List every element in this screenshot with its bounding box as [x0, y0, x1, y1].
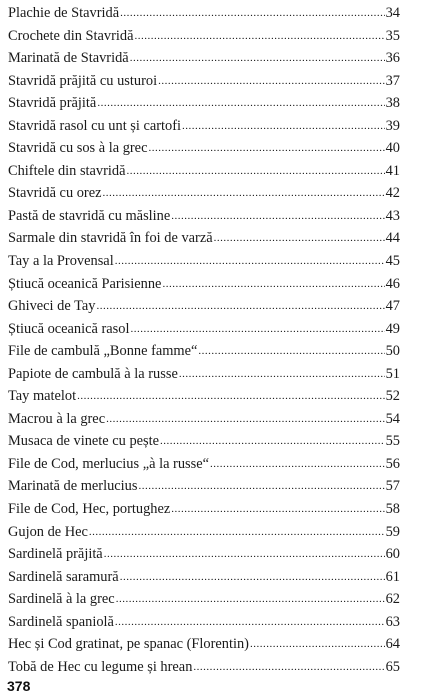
toc-entry [8, 295, 400, 318]
toc-entry-title: Stavridă prăjită cu usturoi [8, 72, 158, 89]
toc-entry-page: 62 [385, 591, 400, 608]
toc-entry [8, 227, 400, 250]
dot-leader [171, 211, 384, 222]
toc-entry [8, 70, 400, 93]
toc-entry [8, 363, 400, 386]
dot-leader [96, 301, 384, 312]
toc-entry-page: 63 [385, 613, 400, 630]
toc-entry-page: 45 [385, 253, 400, 270]
toc-entry [8, 25, 400, 48]
toc-entry-page: 55 [385, 433, 400, 450]
toc-entry [8, 633, 400, 656]
dot-leader [162, 279, 384, 290]
toc-entry [8, 453, 400, 476]
toc-entry-page: 49 [385, 320, 400, 337]
toc-entry-page: 46 [385, 275, 400, 292]
toc-entry-page: 60 [385, 546, 400, 563]
toc-entry-title: Tay a la Provensal [8, 253, 114, 270]
dot-leader [97, 98, 384, 109]
toc-entry-page: 37 [385, 72, 400, 89]
toc-entry-title: Macrou à la grec [8, 410, 106, 427]
toc-entry [8, 408, 400, 431]
toc-entry [8, 205, 400, 228]
toc-entry-page: 64 [385, 636, 400, 653]
toc-entry-page: 36 [385, 50, 400, 67]
toc-entry-title: Sarmale din stavridă în foi de varză [8, 230, 213, 247]
toc-entry-title: Știucă oceanică Parisienne [8, 275, 162, 292]
toc-entry [8, 588, 400, 611]
toc-entry-title: Pastă de stavridă cu măsline [8, 207, 171, 224]
toc-entry-title: File de Cod, Hec, portughez [8, 501, 171, 518]
toc-entry [8, 430, 400, 453]
dot-leader [120, 572, 385, 583]
dot-leader [115, 617, 385, 628]
toc-entry [8, 475, 400, 498]
dot-leader [158, 76, 385, 87]
toc-entry [8, 340, 400, 363]
toc-entry-page: 65 [385, 658, 400, 675]
dot-leader [198, 346, 384, 357]
toc-entry [8, 385, 400, 408]
dot-leader [148, 143, 384, 154]
table-of-contents [8, 2, 400, 678]
toc-entry-page: 61 [385, 568, 400, 585]
toc-entry-page: 59 [385, 523, 400, 540]
toc-entry [8, 160, 400, 183]
toc-entry-page: 43 [385, 207, 400, 224]
dot-leader [103, 188, 385, 199]
dot-leader [171, 504, 384, 515]
toc-entry-title: File de cambulă „Bonne famme“ [8, 343, 198, 360]
dot-leader [193, 662, 384, 673]
toc-entry-page: 42 [385, 185, 400, 202]
dot-leader [116, 594, 385, 605]
toc-entry-title: Stavridă cu sos à la grec [8, 140, 148, 157]
toc-entry-page: 34 [385, 5, 400, 21]
toc-entry [8, 656, 400, 679]
dot-leader [134, 31, 384, 42]
dot-leader [77, 391, 384, 402]
toc-entry-page: 52 [385, 388, 400, 405]
toc-entry-title: Stavridă rasol cu unt și cartofi [8, 117, 182, 134]
toc-entry [8, 182, 400, 205]
toc-entry [8, 137, 400, 160]
dot-leader [130, 324, 384, 335]
toc-entry-title: Sardinelă prăjită [8, 546, 103, 563]
dot-leader [160, 436, 385, 447]
dot-leader [250, 639, 385, 650]
dot-leader [138, 481, 384, 492]
toc-entry-page: 58 [385, 501, 400, 518]
dot-leader [182, 121, 385, 132]
toc-entry-page: 56 [385, 455, 400, 472]
toc-entry-title: Musaca de vinete cu pește [8, 433, 160, 450]
toc-entry [8, 273, 400, 296]
toc-entry-page: 51 [385, 365, 400, 382]
toc-entry-title: Hec și Cod gratinat, pe spanac (Florentin) [8, 636, 249, 653]
toc-entry [8, 543, 400, 566]
toc-entry [8, 521, 400, 544]
page-number: 378 [7, 678, 31, 694]
toc-entry-title: Ghiveci de Tay [8, 298, 96, 315]
toc-entry-title: Marinată de merlucius [8, 478, 138, 495]
toc-entry-page: 41 [385, 162, 400, 179]
toc-entry-page: 54 [385, 410, 400, 427]
toc-entry-page: 39 [385, 117, 400, 134]
dot-leader [104, 549, 385, 560]
toc-entry-title: Chiftele din stavridă [8, 162, 126, 179]
toc-entry-title: Tobă de Hec cu legume și hrean [8, 658, 193, 675]
toc-entry [8, 250, 400, 273]
toc-entry [8, 115, 400, 138]
dot-leader [179, 369, 385, 380]
toc-entry-title: Tay matelot [8, 388, 77, 405]
toc-entry-title: Papiote de cambulă à la russe [8, 365, 178, 382]
toc-entry [8, 498, 400, 521]
dot-leader [127, 166, 385, 177]
toc-entry-title: Știucă oceanică rasol [8, 320, 130, 337]
toc-entry-page: 40 [385, 140, 400, 157]
toc-entry-title: Gujon de Hec [8, 523, 88, 540]
dot-leader [210, 459, 385, 470]
toc-entry [8, 318, 400, 341]
toc-entry-title: Crochete din Stavridă [8, 27, 134, 44]
toc-entry-page: 38 [385, 95, 400, 112]
toc-entry-title: File de Cod, merlucius „à la russe“ [8, 455, 210, 472]
toc-entry [8, 47, 400, 70]
dot-leader [106, 414, 385, 425]
toc-entry-page: 50 [385, 343, 400, 360]
toc-entry-title: Plachie de Stavridă [8, 5, 120, 21]
toc-entry-page: 47 [385, 298, 400, 315]
toc-entry [8, 611, 400, 634]
dot-leader [130, 53, 385, 64]
dot-leader [115, 256, 385, 267]
toc-entry-title: Sardinelă saramură [8, 568, 119, 585]
dot-leader [89, 527, 385, 538]
dot-leader [214, 233, 385, 244]
toc-entry-title: Sardinelă à la grec [8, 591, 115, 608]
toc-entry-title: Stavridă cu orez [8, 185, 102, 202]
toc-entry [8, 2, 400, 25]
toc-entry [8, 566, 400, 589]
dot-leader [120, 8, 385, 19]
toc-entry-page: 35 [385, 27, 400, 44]
toc-entry-page: 44 [385, 230, 400, 247]
toc-entry-title: Marinată de Stavridă [8, 50, 129, 67]
toc-entry-title: Stavridă prăjită [8, 95, 97, 112]
toc-entry-title: Sardinelă spaniolă [8, 613, 114, 630]
toc-entry [8, 92, 400, 115]
toc-entry-page: 57 [385, 478, 400, 495]
